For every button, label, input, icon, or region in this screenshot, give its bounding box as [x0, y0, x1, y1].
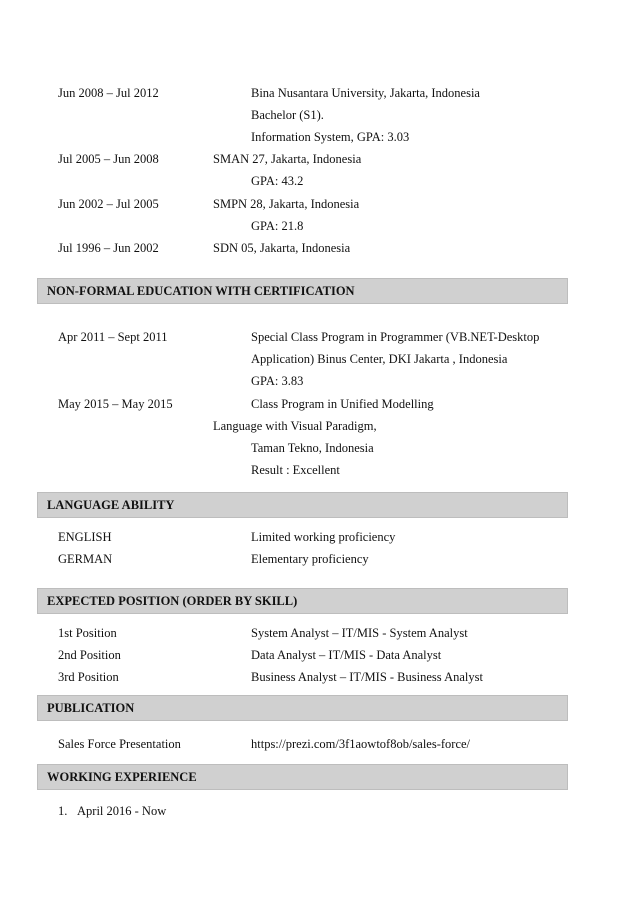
section-title: EXPECTED POSITION (ORDER BY SKILL) [47, 594, 298, 608]
education-period: Jul 2005 – Jun 2008 [58, 152, 159, 166]
position-rank: 3rd Position [58, 670, 119, 684]
nonformal-detail: Application) Binus Center, DKI Jakarta , Indonesia [251, 352, 508, 366]
position-role: System Analyst – IT/MIS - System Analyst [251, 626, 468, 640]
section-header-position [37, 588, 568, 614]
nonformal-detail: Taman Tekno, Indonesia [251, 441, 374, 455]
position-role: Data Analyst – IT/MIS - Data Analyst [251, 648, 442, 662]
nonformal-detail: Special Class Program in Programmer (VB.NET-Desktop [251, 330, 540, 344]
nonformal-period: Apr 2011 – Sept 2011 [58, 330, 168, 344]
education-detail: Bachelor (S1). [251, 108, 324, 122]
education-period: Jun 2008 – Jul 2012 [58, 86, 159, 100]
education-detail: SDN 05, Jakarta, Indonesia [213, 241, 351, 255]
language-name: GERMAN [58, 552, 113, 566]
position-role: Business Analyst – IT/MIS - Business Analyst [251, 670, 483, 684]
nonformal-detail: Class Program in Unified Modelling [251, 397, 434, 411]
language-level: Elementary proficiency [251, 552, 369, 566]
education-detail: GPA: 21.8 [251, 219, 304, 233]
section-title: PUBLICATION [47, 701, 135, 715]
publication-title: Sales Force Presentation [58, 737, 181, 751]
experience-period: April 2016 - Now [77, 804, 167, 818]
section-header-language [37, 492, 568, 518]
section-header-publication [37, 695, 568, 721]
nonformal-period: May 2015 – May 2015 [58, 397, 173, 411]
position-rank: 2nd Position [58, 648, 121, 662]
section-title: LANGUAGE ABILITY [47, 498, 175, 512]
position-rank: 1st Position [58, 626, 117, 640]
education-detail: GPA: 43.2 [251, 174, 304, 188]
experience-number: 1. [58, 804, 68, 818]
nonformal-detail: Result : Excellent [251, 463, 340, 477]
education-detail: Bina Nusantara University, Jakarta, Indonesia [251, 86, 480, 100]
publication-link[interactable]: https://prezi.com/3f1aowtof8ob/sales-force/ [251, 737, 471, 751]
nonformal-detail: GPA: 3.83 [251, 374, 304, 388]
nonformal-detail: Language with Visual Paradigm, [213, 419, 377, 433]
education-detail: SMAN 27, Jakarta, Indonesia [213, 152, 362, 166]
section-header-nonformal [37, 278, 568, 304]
section-header-experience [37, 764, 568, 790]
language-name: ENGLISH [58, 530, 112, 544]
section-title: NON-FORMAL EDUCATION WITH CERTIFICATION [47, 284, 355, 298]
language-level: Limited working proficiency [251, 530, 396, 544]
education-period: Jun 2002 – Jul 2005 [58, 197, 159, 211]
education-detail: Information System, GPA: 3.03 [251, 130, 410, 144]
education-detail: SMPN 28, Jakarta, Indonesia [213, 197, 360, 211]
section-title: WORKING EXPERIENCE [47, 770, 197, 784]
education-period: Jul 1996 – Jun 2002 [58, 241, 159, 255]
